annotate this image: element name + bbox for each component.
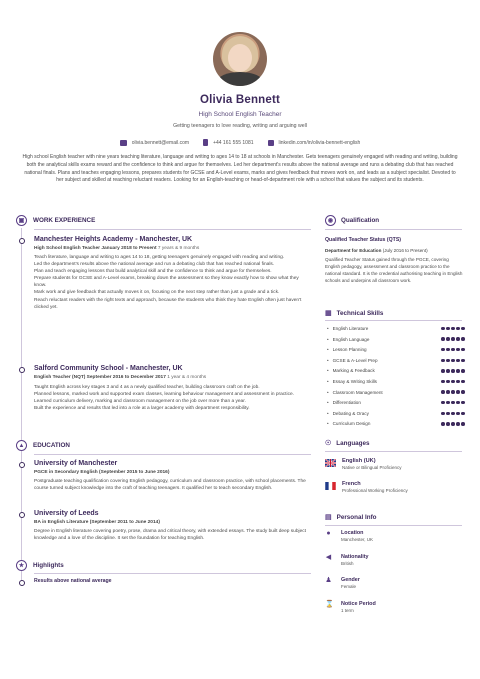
language-name: English (UK) bbox=[342, 458, 376, 464]
rating-dot bbox=[446, 327, 450, 331]
skill-item bbox=[327, 347, 465, 352]
list-item: Mark work and give feedback that actually moves it on, focusing on the next step rather than just a grade and a tick. bbox=[34, 290, 280, 296]
rating-dot bbox=[446, 337, 450, 341]
rating-dot bbox=[456, 327, 460, 331]
rating-dot bbox=[446, 422, 450, 426]
language-level: Professional Working Proficiency bbox=[342, 488, 408, 493]
education-text-2: Degree in English literature covering poetry, prose, drama and critical theory, with extended essays. The study built deep subject knowledge and a love of the discipline. It set the foundation for teaching English. bbox=[34, 529, 306, 542]
rating-dot bbox=[451, 412, 455, 416]
rating-dot bbox=[461, 401, 465, 405]
job-title: High School English Teacher bbox=[198, 111, 282, 118]
school-1: University of Manchester bbox=[34, 460, 118, 467]
megaphone-icon: ◀ bbox=[325, 554, 332, 561]
list-item: Taught English across key stages 3 and 4 as a newly qualified teacher, building classroom craft on the job. bbox=[34, 385, 260, 390]
rating-dot bbox=[451, 422, 455, 426]
highlights-heading: ★ Highlights bbox=[16, 560, 64, 571]
rating-dot bbox=[456, 401, 460, 405]
rating-dot bbox=[451, 348, 455, 352]
profile-photo bbox=[213, 32, 267, 86]
timeline-dot bbox=[19, 580, 25, 586]
job-role-1: High School English Teacher January 2018 to Present 7 years & 9 months bbox=[34, 246, 200, 251]
work-experience-heading: ▣ WORK EXPERIENCE bbox=[16, 215, 95, 226]
skill-rating bbox=[441, 337, 465, 341]
job-title-1: Manchester Heights Academy - Manchester, UK bbox=[34, 236, 193, 243]
skill-item bbox=[327, 411, 465, 416]
skill-label: • Differentiation bbox=[327, 400, 361, 405]
contact-linkedin[interactable]: linkedin.com/in/olivia-bennett-english bbox=[268, 139, 361, 146]
skill-rating bbox=[441, 359, 465, 363]
briefcase-icon: ▣ bbox=[16, 215, 27, 226]
list-item: Learned curriculum delivery, marking and classroom management on the job over more than a year. bbox=[34, 399, 246, 405]
rating-dot bbox=[441, 337, 445, 341]
technical-skills-heading: ▦ Technical Skills bbox=[325, 309, 384, 317]
skill-label: • Essay & Writing Skills bbox=[327, 379, 377, 384]
rating-dot bbox=[446, 348, 450, 352]
personal-item-location: ● Location Manchester, UK bbox=[326, 530, 374, 542]
job-title-2: Salford Community School - Manchester, UK bbox=[34, 365, 183, 372]
rating-dot bbox=[456, 412, 460, 416]
rating-dot bbox=[451, 337, 455, 341]
rating-dot bbox=[446, 390, 450, 394]
languages-heading: ☉ Languages bbox=[325, 439, 370, 447]
timeline-dot bbox=[19, 367, 25, 373]
language-item bbox=[325, 458, 402, 470]
skill-label: • Debating & Oracy bbox=[327, 411, 369, 416]
skill-label: • English Literature bbox=[327, 326, 368, 331]
star-icon: ★ bbox=[16, 560, 27, 571]
rating-dot bbox=[451, 390, 455, 394]
rating-dot bbox=[441, 348, 445, 352]
language-item bbox=[325, 481, 408, 493]
skill-rating bbox=[441, 390, 465, 394]
rating-dot bbox=[446, 412, 450, 416]
qualification-issuer: Department for Education (July 2016 to Present) bbox=[325, 248, 428, 253]
qualification-heading: ◉ Qualification bbox=[325, 215, 379, 226]
graduation-cap-icon: ▲ bbox=[16, 440, 27, 451]
skill-rating bbox=[441, 422, 465, 426]
id-card-icon: ▤ bbox=[325, 514, 332, 521]
uk-flag-icon bbox=[325, 459, 336, 467]
timeline-dot bbox=[19, 462, 25, 468]
skill-rating bbox=[441, 327, 465, 331]
skill-label: • GCSE & A-Level Prep bbox=[327, 358, 378, 363]
job-bullets-1 bbox=[34, 254, 310, 311]
rating-dot bbox=[441, 380, 445, 384]
tagline: Getting teenagers to love reading, writing and arguing well bbox=[173, 123, 307, 129]
section-divider bbox=[325, 229, 462, 230]
personal-item-nationality: ◀ Nationality British bbox=[325, 554, 369, 566]
rating-dot bbox=[461, 337, 465, 341]
rating-dot bbox=[456, 337, 460, 341]
france-flag-icon bbox=[325, 482, 336, 490]
personal-item-gender: ♟ Gender Female bbox=[325, 577, 360, 589]
list-item: Plan and teach engaging lessons that build analytical skill and the confidence to think and argue for themselves. bbox=[34, 269, 272, 275]
linkedin-icon bbox=[268, 140, 274, 146]
skill-label: • Marking & Feedback bbox=[327, 368, 375, 373]
list-item: Reach reluctant readers with the right texts and approach, because the students who think they hate English often just haven't clicked yet. bbox=[34, 297, 302, 310]
skill-label: • English Language bbox=[327, 337, 369, 342]
skill-item bbox=[327, 379, 465, 384]
rating-dot bbox=[441, 422, 445, 426]
rating-dot bbox=[451, 401, 455, 405]
rating-dot bbox=[456, 390, 460, 394]
email-icon bbox=[120, 140, 127, 146]
rating-dot bbox=[461, 348, 465, 352]
skill-label: • Curriculum Design bbox=[327, 421, 370, 426]
rating-dot bbox=[446, 380, 450, 384]
list-item: Led the department's results above the national average and run a debating club that has reached national finals. bbox=[34, 262, 275, 268]
skill-label: • Classroom Management bbox=[327, 390, 383, 395]
skill-item bbox=[327, 358, 465, 363]
rating-dot bbox=[461, 422, 465, 426]
list-item: Built the experience and results that led into a role at a larger academy with department responsibility. bbox=[34, 406, 250, 412]
candidate-name: Olivia Bennett bbox=[199, 94, 281, 106]
rating-dot bbox=[461, 359, 465, 363]
list-item: Planned lessons, marked work and supported exam classes, learning behaviour management and assessment in practice. bbox=[34, 392, 294, 398]
skills-icon: ▦ bbox=[325, 310, 332, 317]
rating-dot bbox=[461, 327, 465, 331]
rating-dot bbox=[456, 380, 460, 384]
timeline-line bbox=[21, 228, 22, 583]
job-bullets-2 bbox=[34, 384, 310, 412]
rating-dot bbox=[461, 369, 465, 373]
rating-dot bbox=[461, 412, 465, 416]
degree-2: BA in English Literature (September 2011 to June 2014) bbox=[34, 520, 160, 525]
language-name: French bbox=[342, 481, 361, 487]
rating-dot bbox=[461, 390, 465, 394]
section-divider bbox=[325, 451, 462, 452]
skill-item bbox=[327, 326, 465, 331]
certificate-icon: ◉ bbox=[325, 215, 336, 226]
skill-rating bbox=[441, 401, 465, 405]
rating-dot bbox=[446, 369, 450, 373]
rating-dot bbox=[446, 401, 450, 405]
section-divider bbox=[325, 320, 462, 321]
skill-item bbox=[327, 400, 465, 405]
education-text-1: Postgraduate teaching qualification covering English pedagogy, curriculum and classroom practice, with school placements. The course turned subject knowledge into the craft of teaching teenagers. It qualified her to teach secondary English. bbox=[34, 479, 306, 492]
qualification-text: Qualified Teacher Status gained through the PGCE, covering English pedagogy, assessment and classroom practice to the national standard. It is the credential authorising teaching in English schools and underpins all classroom work. bbox=[325, 257, 463, 284]
school-2: University of Leeds bbox=[34, 510, 99, 517]
qualification-title: Qualified Teacher Status (QTS) bbox=[325, 237, 402, 243]
rating-dot bbox=[441, 359, 445, 363]
rating-dot bbox=[441, 412, 445, 416]
contact-bar bbox=[0, 139, 480, 146]
skill-item bbox=[327, 421, 465, 426]
rating-dot bbox=[456, 359, 460, 363]
rating-dot bbox=[451, 369, 455, 373]
job-role-2: English Teacher (NQT) September 2016 to December 2017 1 year & 4 months bbox=[34, 375, 207, 380]
location-pin-icon: ● bbox=[326, 530, 331, 537]
skill-rating bbox=[441, 348, 465, 352]
globe-icon: ☉ bbox=[325, 440, 332, 447]
rating-dot bbox=[456, 422, 460, 426]
highlight-item: Results above national average bbox=[34, 578, 112, 584]
profile-summary: High school English teacher with nine years teaching literature, language and writing to ages 14 to 18 at schools in Manchester. Gets teenagers genuinely engaged with reading and writing, building both the analytical skills exams reward and the confidence to think and argue for themselves. Led her department's results above the national average and runs a debating club that has reached national finals. Plans and teaches engaging lessons, prepares students for GCSE and A-Level exams, marks and gives feedback that moves work on, and leads as a subject specialist. Devoted to her subject and skilled at reaching reluctant readers. Looking for an English-teaching or head-of-department role with a school that values the subject and its students. bbox=[22, 154, 458, 184]
rating-dot bbox=[441, 401, 445, 405]
personal-item-notice-period: ⌛ Notice Period 1 term bbox=[325, 601, 376, 613]
personal-info-heading: ▤ Personal Info bbox=[325, 513, 377, 521]
skill-item bbox=[327, 337, 465, 342]
rating-dot bbox=[456, 369, 460, 373]
timeline-dot bbox=[19, 512, 25, 518]
skill-item bbox=[327, 368, 465, 373]
section-divider bbox=[34, 454, 311, 455]
rating-dot bbox=[441, 327, 445, 331]
rating-dot bbox=[451, 359, 455, 363]
section-divider bbox=[34, 229, 311, 230]
rating-dot bbox=[456, 348, 460, 352]
skill-rating bbox=[441, 380, 465, 384]
skill-label: • Lesson Planning bbox=[327, 347, 367, 352]
degree-1: PGCE in Secondary English (September 2015 to June 2016) bbox=[34, 470, 170, 475]
rating-dot bbox=[441, 369, 445, 373]
phone-icon bbox=[203, 139, 208, 146]
education-heading: ▲ EDUCATION bbox=[16, 440, 70, 451]
person-icon: ♟ bbox=[325, 577, 332, 584]
skill-item bbox=[327, 390, 465, 395]
contact-phone[interactable]: +44 161 555 1081 bbox=[203, 139, 253, 146]
section-divider bbox=[34, 573, 311, 574]
list-item: Teach literature, language and writing to ages 14 to 18, getting teenagers genuinely engaged with reading and writing. bbox=[34, 255, 285, 260]
hourglass-icon: ⌛ bbox=[325, 601, 334, 608]
list-item: Prepare students for GCSE and A-Level exams, breaking down the assessment so they know exactly how to show what they know. bbox=[34, 276, 299, 289]
rating-dot bbox=[451, 327, 455, 331]
rating-dot bbox=[461, 380, 465, 384]
rating-dot bbox=[446, 359, 450, 363]
timeline-dot bbox=[19, 238, 25, 244]
language-level: Native or Bilingual Proficiency bbox=[342, 465, 402, 470]
section-divider bbox=[325, 525, 462, 526]
rating-dot bbox=[451, 380, 455, 384]
rating-dot bbox=[441, 390, 445, 394]
skill-rating bbox=[441, 369, 465, 373]
contact-email[interactable]: olivia.bennett@email.com bbox=[120, 139, 189, 146]
skill-rating bbox=[441, 412, 465, 416]
